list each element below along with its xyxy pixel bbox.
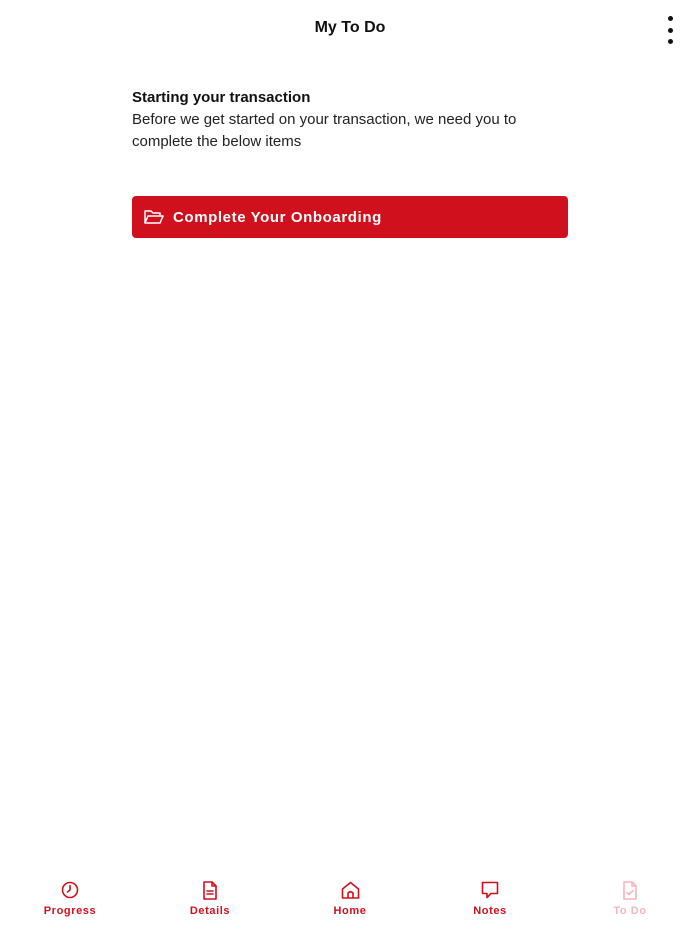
tab-home[interactable] (280, 870, 420, 934)
tab-to-do[interactable] (560, 870, 700, 934)
clock-icon (60, 880, 80, 900)
kebab-dot (668, 16, 673, 21)
tab-label: To Do (613, 905, 647, 917)
tab-label: Progress (43, 905, 97, 917)
tab-label: Home (333, 905, 367, 917)
intro-section (132, 87, 568, 153)
top-bar (0, 0, 700, 60)
document-icon (200, 880, 220, 900)
tab-label: Notes (473, 905, 507, 917)
bottom-tab-bar (0, 870, 700, 934)
chat-icon (480, 880, 500, 900)
section-description: Before we get started on your transaction, we need you to complete the below items (132, 111, 517, 150)
tab-label: Details (189, 905, 231, 917)
tab-details[interactable] (140, 870, 280, 934)
complete-onboarding-button[interactable] (132, 196, 568, 238)
section-title: Starting your transaction (132, 89, 311, 106)
home-icon (340, 880, 360, 900)
onboarding-button-label: Complete Your Onboarding (173, 208, 382, 226)
kebab-dot (668, 39, 673, 44)
kebab-dot (668, 28, 673, 33)
document-check-icon (620, 880, 640, 900)
tab-notes[interactable] (420, 870, 560, 934)
folder-open-icon (143, 208, 165, 226)
tab-progress[interactable] (0, 870, 140, 934)
page-title: My To Do (314, 19, 386, 36)
more-vertical-icon[interactable] (658, 16, 682, 44)
